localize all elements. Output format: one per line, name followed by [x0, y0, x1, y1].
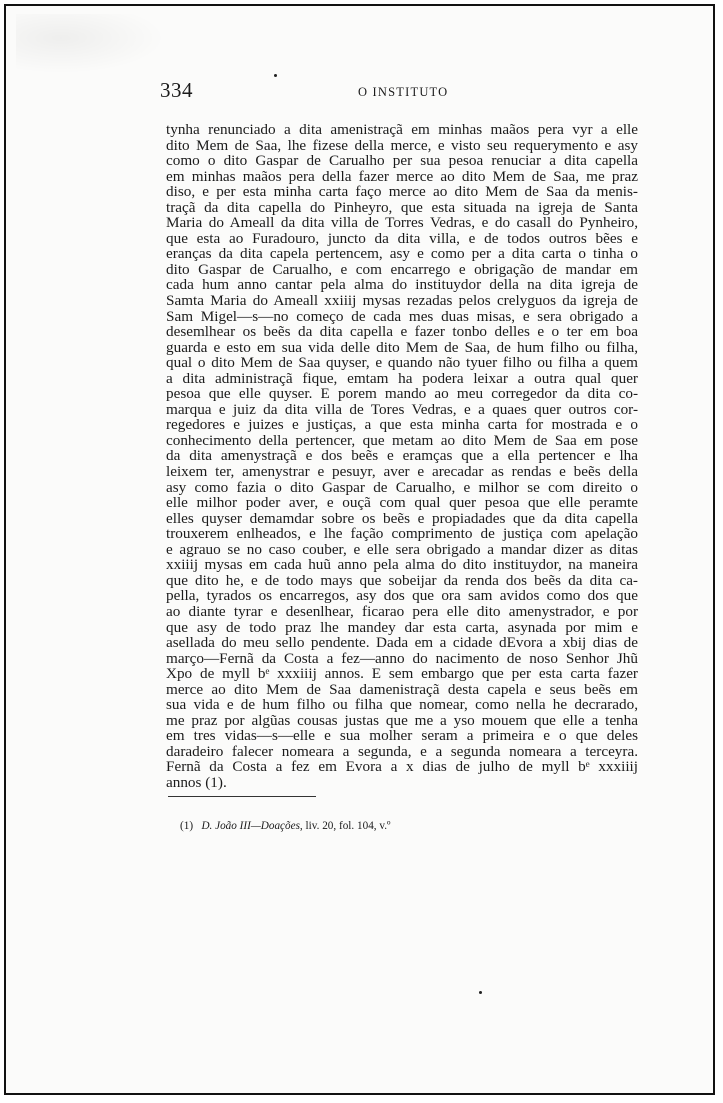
text-line: trouxerem enlheados, e lhe fação comprimento de justiça com apelação	[166, 525, 638, 543]
body-text	[166, 122, 638, 791]
text-line: leixem ter, amenystrar e pesuyr, aver e arecadar as rendas e beẽs della	[166, 463, 638, 481]
text-line: xxiiij mysas em cada huũ anno pela alma do dito instituydor, na maneira	[166, 556, 638, 574]
footnote-marker: (1)	[180, 820, 194, 832]
text-line: da dita amenystraçã e dos beẽs e eramças que a ella pertencer e lha	[166, 447, 638, 465]
text-line: a dita administraçã fique, emtam ha podera leixar a outra qual quer	[166, 369, 638, 387]
text-line: dito Mem de Saa, lhe fizese della merce, e visto seu requerymento e asy	[166, 136, 638, 154]
text-line: cada hum anno cantar pela alma do instituydor della na dita igreja de	[166, 276, 638, 294]
text-line: Samta Maria do Ameall xxiiij mysas rezadas pelos crelyguos da igreja de	[166, 292, 638, 310]
text-line: como o dito Gaspar de Carualho per sua pesoa renuciar a dita capella	[166, 152, 638, 170]
text-line: merce ao dito Mem de Saa damenistraçã desta capela e seus beẽs em	[166, 680, 638, 698]
text-line: asellada do meu sello pendente. Dada em a cidade dEvora a xbij dias de	[166, 634, 638, 652]
page-number: 334	[160, 78, 193, 102]
text-line: que asy de todo praz lhe mandey dar esta carta, asynada por mim e	[166, 618, 638, 636]
text-line: asy como fazia o dito Gaspar de Carualho, e milhor se com direito o	[166, 478, 638, 496]
text-line: pesoa que elle quyser. E porem mando ao meu corregedor da dita co-	[166, 385, 638, 403]
text-line: em minhas maãos pera della fazer merce ao dito Mem de Saa, me praz	[166, 167, 638, 185]
text-line: sua vida e de hum filho ou filha que nomear, como nella he decrarado,	[166, 696, 638, 714]
text-line: eranças da dita capela pertencem, asy e como per a dita carta o tinha o	[166, 245, 638, 263]
text-line: Xpo de myll bᵉ xxxiiij annos. E sem embargo que per esta carta fazer	[166, 665, 638, 683]
text-line: me praz por algũas cousas justas que me a yso mouem que elle a tenha	[166, 711, 638, 729]
text-line: Sam Migel—s—no começo de cada mes duas misas, e sera obrigado a	[166, 307, 638, 325]
text-line: traçã da dita capella do Pinheyro, que esta situada na igreja de Santa	[166, 198, 638, 216]
text-line: elles quyser demamdar sobre os beẽs e propiadades que da dita capella	[166, 509, 638, 527]
text-line: annos (1).	[166, 773, 227, 791]
text-line: regedores e juizes e justiças, a que esta minha carta for mostrada e o	[166, 416, 638, 434]
footnote	[180, 820, 391, 832]
text-line: ao diante tyrar e desenlhear, ficarao pera elle dito amenystrador, e por	[166, 602, 638, 620]
text-line: dito Gaspar de Carualho, e com encarrego e obrigação de mandar em	[166, 260, 638, 278]
text-line: qual o dito Mem de Saa quyser, e quando não tyuer filho ou filha a quem	[166, 354, 638, 372]
text-line: marqua e juiz da dita villa de Tores Vedras, e a quaes quer outros cor-	[166, 400, 638, 418]
footnote-source: D. João III—Doações,	[201, 820, 303, 832]
scan-smudge	[16, 14, 166, 74]
text-line: tynha renunciado a dita amenistraçã em minhas maãos pera vyr a elle	[166, 121, 638, 138]
text-line: em tres vidas—s—elle e sua molher seram a primeira e o que deles	[166, 727, 638, 745]
footnote-rule	[168, 796, 316, 797]
text-line: elle milhor poder aver, e ouçã com qual quer pesoa que elle peramte	[166, 494, 638, 512]
text-line: que dito he, e de todo mays que sobeijar da renda dos beẽs da dita ca-	[166, 571, 638, 589]
ink-dot	[274, 74, 277, 77]
page-header	[160, 78, 640, 108]
text-line: pella, tyrados os encarregos, asy dos que ora sam avidos como dos que	[166, 587, 638, 605]
footnote-reference: liv. 20, fol. 104, v.º	[305, 820, 391, 832]
text-line: Fernã da Costa a fez em Evora a x dias de julho de myll bᵉ xxxiiij	[166, 758, 638, 776]
text-line: e agrauo se no caso couber, e elle sera obrigado a mandar dizer as ditas	[166, 540, 638, 558]
text-line: que esta ao Furadouro, juncto da dita villa, e de todos outros bẽes e	[166, 229, 638, 247]
text-line: conhecimento della pertencer, que metam ao dito Mem de Saa em pose	[166, 431, 638, 449]
text-line: março—Fernã da Costa a fez—anno do nacimento de noso Senhor Jhũ	[166, 649, 638, 667]
running-head: O INSTITUTO	[358, 85, 449, 99]
text-line: desemlhear os beẽs da dita capella e fazer tonbo delles e o ter em boa	[166, 323, 638, 341]
text-line: guarda e esto em sua vida delle dito Mem de Saa, de hum filho ou filha,	[166, 338, 638, 356]
text-line: diso, e per esta minha carta faço merce ao dito Mem de Saa da menis-	[166, 183, 638, 201]
text-line: daradeiro falecer nomeara a segunda, e a segunda nomeara a terceyra.	[166, 742, 638, 760]
text-line: Maria do Ameall da dita villa de Torres Vedras, e do casall do Pynheiro,	[166, 214, 638, 232]
ink-dot	[479, 991, 482, 994]
